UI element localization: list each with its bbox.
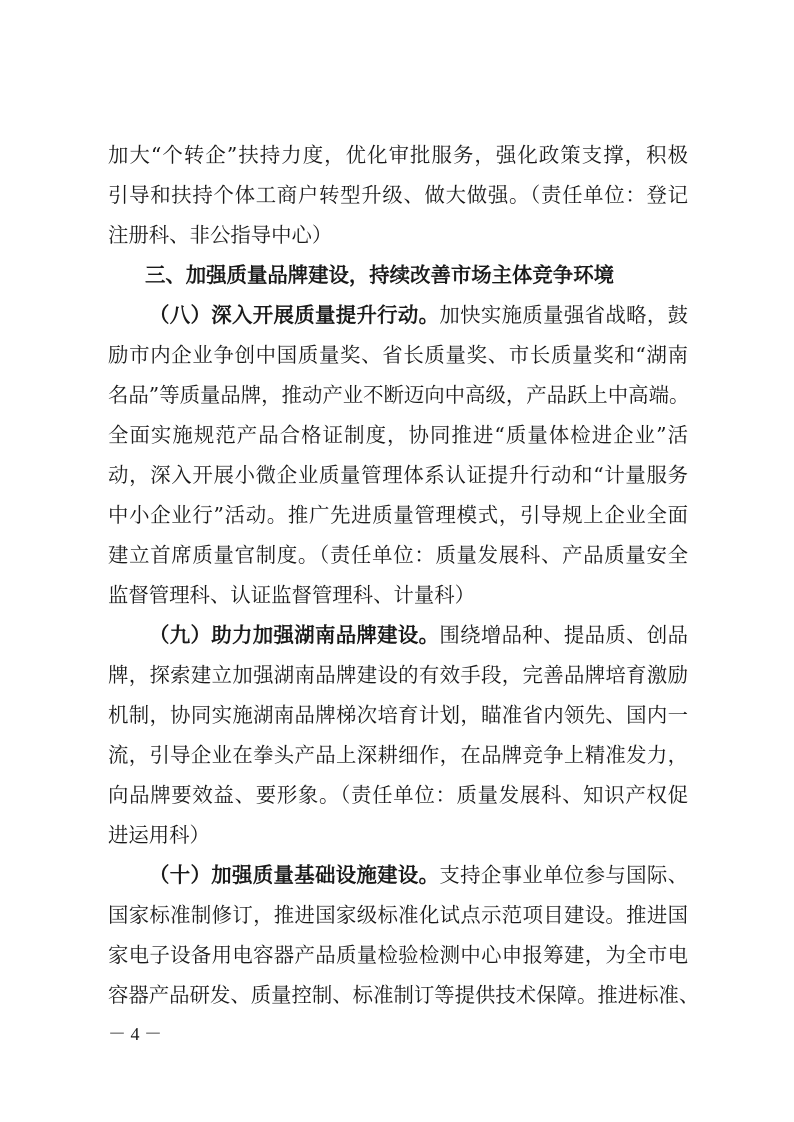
text-line: 注册科、非公指导中心） — [108, 223, 333, 247]
text-span: 加快实施质量强省战略，鼓 — [439, 303, 688, 327]
text-line: 进运用科） — [108, 823, 210, 847]
text-line: 加大“个转企”扶持力度，优化审批服务，强化政策支撑，积极 — [108, 143, 688, 167]
text-line: 流，引导企业在拳头产品上深耕细作，在品牌竞争上精准发力， — [108, 743, 688, 767]
text-line: 动，深入开展小微企业质量管理体系认证提升行动和“计量服务 — [108, 463, 688, 487]
item-title: （十）加强质量基础设施建设。 — [149, 863, 440, 887]
text-line: 国家标准制修订，推进国家级标准化试点示范项目建设。推进国 — [108, 903, 688, 927]
text-line: 引导和扶持个体工商户转型升级、做大做强。（责任单位：登记 — [108, 183, 688, 207]
text-line: 建立首席质量官制度。（责任单位：质量发展科、产品质量安全 — [108, 543, 688, 567]
text-line — [108, 855, 688, 895]
text-span: 围绕增品种、提品质、创品 — [439, 623, 688, 647]
text-line — [108, 295, 688, 335]
text-line — [108, 615, 688, 655]
text-line: 励市内企业争创中国质量奖、省长质量奖、市长质量奖和“湖南 — [108, 343, 688, 367]
page-number: － 4 － — [108, 1024, 162, 1044]
text-line: 监督管理科、认证监督管理科、计量科） — [108, 583, 476, 607]
text-line: 名品”等质量品牌，推动产业不断迈向中高级，产品跃上中高端。 — [108, 383, 690, 407]
text-line: 牌，探索建立加强湖南品牌建设的有效手段，完善品牌培育激励 — [108, 663, 688, 687]
text-line: 中小企业行”活动。推广先进质量管理模式，引导规上企业全面 — [108, 503, 688, 527]
text-line: 向品牌要效益、要形象。（责任单位：质量发展科、知识产权促 — [108, 783, 688, 807]
item-title: （九）助力加强湖南品牌建设。 — [149, 623, 440, 647]
text-line: 机制，协同实施湖南品牌梯次培育计划，瞄准省内领先、国内一 — [108, 703, 688, 727]
text-line: 家电子设备用电容器产品质量检验检测中心申报筹建，为全市电 — [108, 943, 688, 967]
item-title: （八）深入开展质量提升行动。 — [149, 303, 440, 327]
text-line: 全面实施规范产品合格证制度，协同推进“质量体检进企业”活 — [108, 423, 688, 447]
document-body — [108, 135, 700, 1015]
section-heading: 三、加强质量品牌建设，持续改善市场主体竞争环境 — [145, 263, 614, 287]
text-line: 容器产品研发、质量控制、标准制订等提供技术保障。推进标准、 — [108, 983, 700, 1007]
text-span: 支持企事业单位参与国际、 — [439, 863, 688, 887]
